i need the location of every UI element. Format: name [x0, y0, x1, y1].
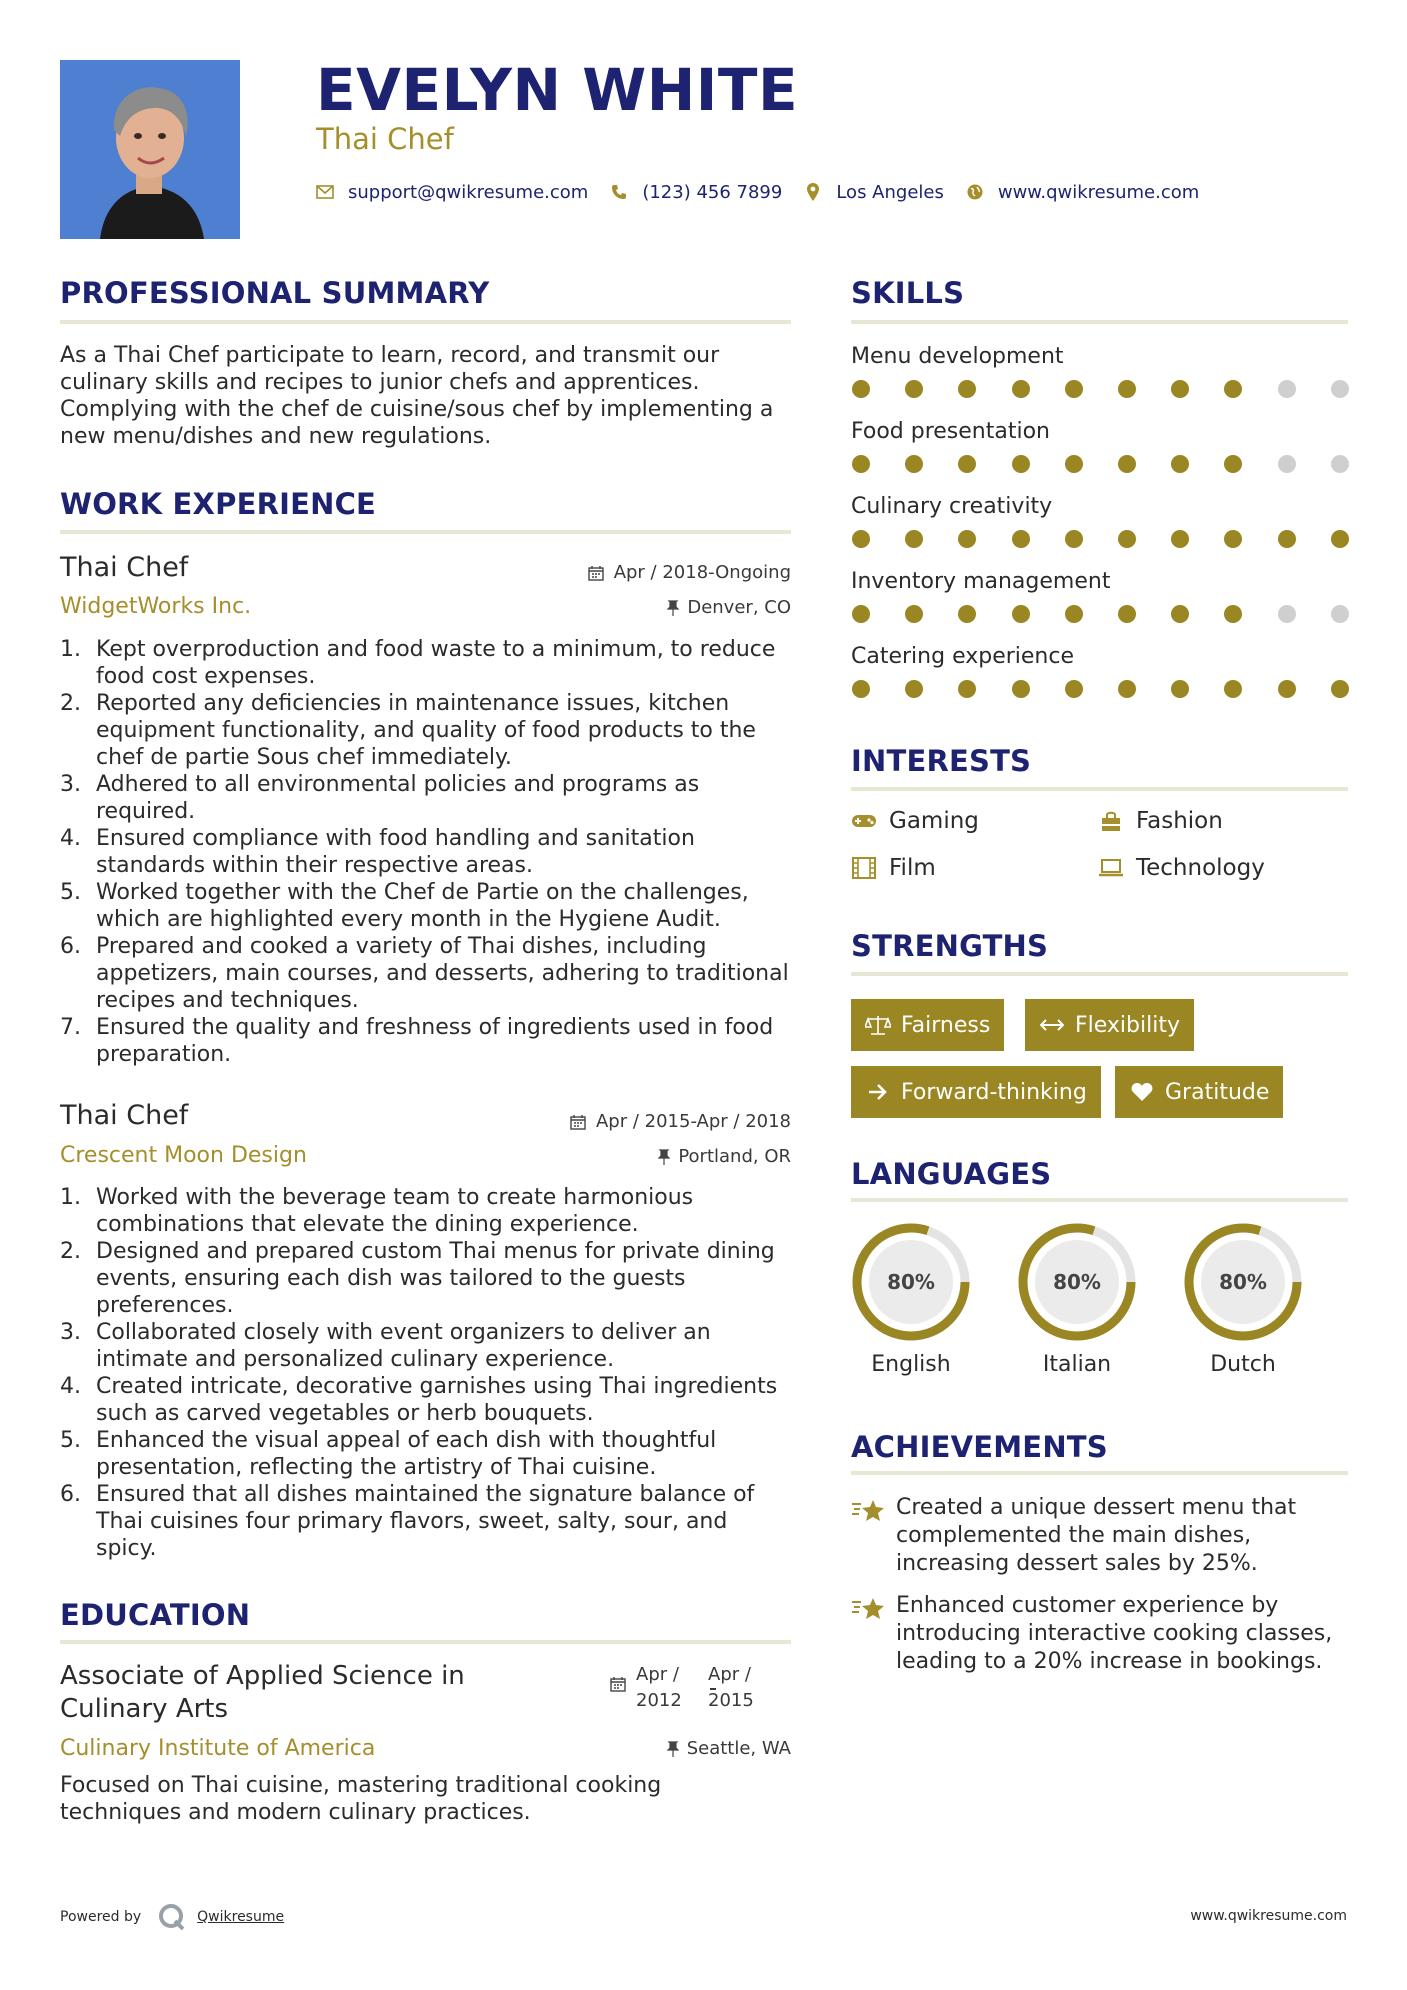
shopping-bag-icon [1098, 810, 1124, 832]
skill-label: Inventory management [851, 569, 1111, 594]
film-icon [851, 857, 877, 879]
list-item: 2. Designed and prepared custom Thai menus for private dining events, ensuring each dish was tailored to the guests preferences. [60, 1239, 775, 1318]
job-responsibilities [60, 636, 793, 1068]
skill-dot [905, 680, 923, 698]
contact-website[interactable]: www.qwikresume.com [997, 181, 1200, 203]
job-dates-text: Apr / 2015-Apr / 2018 [595, 1111, 791, 1132]
skill-rating [852, 380, 1384, 398]
skill-dot [1224, 380, 1242, 398]
skill-dot [1278, 380, 1296, 398]
education-location-text: Seattle, WA [686, 1738, 791, 1759]
skill-dot [958, 455, 976, 473]
candidate-name: EVELYN WHITE [316, 56, 799, 124]
strength-tag: Gratitude [1115, 1066, 1283, 1118]
skill-dot [905, 530, 923, 548]
language-item [1015, 1220, 1139, 1377]
skill-dot [852, 605, 870, 623]
job-company: Crescent Moon Design [60, 1143, 307, 1168]
calendar-icon [570, 1114, 586, 1130]
calendar-icon [610, 1676, 626, 1696]
skill-dot [1278, 680, 1296, 698]
language-item [1181, 1220, 1305, 1377]
job-dates [588, 562, 791, 583]
languages-divider [851, 1198, 1348, 1202]
summary-text: As a Thai Chef participate to learn, record, and transmit our culinary skills and recipes to junior chefs and apprentices. Complying with the chef de cuisine/sous chef by implementing a new menu/dishes and new regulations. [60, 343, 774, 449]
contact-bar [316, 178, 1221, 206]
job-location-text: Portland, OR [678, 1146, 791, 1167]
phone-icon [610, 183, 628, 201]
skill-dot [1065, 530, 1083, 548]
job-title: Thai Chef [60, 1100, 189, 1131]
gamepad-icon [851, 810, 877, 832]
skill-dot [1331, 530, 1349, 548]
contact-email[interactable]: support@qwikresume.com [348, 181, 589, 203]
skill-dot [1065, 380, 1083, 398]
skill-dot [1171, 530, 1189, 548]
candidate-title: Thai Chef [316, 122, 454, 156]
envelope-icon [316, 183, 334, 201]
list-item: 4. Created intricate, decorative garnishes using Thai ingredients such as carved vegetables or herb bouquets. [60, 1374, 778, 1426]
skill-dot [958, 380, 976, 398]
skill-dot [1118, 530, 1136, 548]
skill-dot [1224, 455, 1242, 473]
summary-heading: PROFESSIONAL SUMMARY [60, 276, 490, 310]
pushpin-icon [658, 1149, 670, 1165]
skill-dot [958, 680, 976, 698]
skill-dot [1118, 680, 1136, 698]
job-location [658, 1146, 791, 1167]
skill-dot [1331, 605, 1349, 623]
skill-rating [852, 530, 1384, 548]
skill-label: Catering experience [851, 644, 1074, 669]
education-start: Apr / 2012 [636, 1664, 682, 1711]
skill-label: Culinary creativity [851, 494, 1053, 519]
contact-phone[interactable]: (123) 456 7899 [642, 181, 783, 203]
experience-heading: WORK EXPERIENCE [60, 487, 377, 521]
strengths-heading: STRENGTHS [851, 929, 1049, 963]
skill-rating [852, 605, 1384, 623]
gauge-label: 80% [1219, 1270, 1267, 1294]
list-item: 1. Kept overproduction and food waste to a minimum, to reduce food cost expenses. [60, 637, 776, 689]
skill-dot [905, 455, 923, 473]
heart-icon [1129, 1081, 1155, 1103]
skill-dot [958, 605, 976, 623]
interests-divider [851, 787, 1348, 791]
pushpin-icon [667, 600, 679, 616]
languages-heading: LANGUAGES [851, 1157, 1052, 1191]
skill-rating [852, 455, 1384, 473]
skill-dot [958, 530, 976, 548]
gauge-label: 80% [887, 1270, 935, 1294]
skill-dot [1118, 380, 1136, 398]
skill-label: Menu development [851, 344, 1064, 369]
education-divider [60, 1640, 791, 1644]
education-heading: EDUCATION [60, 1598, 251, 1632]
date-separator [710, 1688, 716, 1690]
education-description: Focused on Thai cuisine, mastering traditional cooking techniques and modern culinary practices. [60, 1773, 662, 1825]
list-item: 6. Prepared and cooked a variety of Thai dishes, including appetizers, main courses, and desserts, adhering to traditional recipes and techniques. [60, 934, 789, 1013]
footer-website[interactable]: www.qwikresume.com [1190, 1908, 1347, 1924]
map-marker-icon [804, 183, 822, 201]
education-end: Apr / 2015 [708, 1664, 754, 1711]
language-item [849, 1220, 973, 1377]
arrows-horizontal-icon [1039, 1014, 1065, 1036]
globe-icon [966, 183, 984, 201]
gauge-label: 80% [1053, 1270, 1101, 1294]
strength-tag: Fairness [851, 999, 1004, 1051]
skill-dot [1224, 530, 1242, 548]
skill-dot [1278, 455, 1296, 473]
footer-powered-by: Powered by Qwikresume [60, 1902, 284, 1932]
skill-dot [905, 380, 923, 398]
skill-dot [852, 455, 870, 473]
language-gauge [1181, 1220, 1305, 1344]
skill-dot [1012, 380, 1030, 398]
calendar-icon [588, 565, 604, 581]
list-item: 1. Worked with the beverage team to create harmonious combinations that elevate the dining experience. [60, 1185, 694, 1237]
interests-heading: INTERESTS [851, 744, 1032, 778]
experience-divider [60, 530, 791, 534]
degree-title [60, 1660, 465, 1726]
interest-fashion: Fashion [1098, 808, 1223, 834]
skill-dot [905, 605, 923, 623]
degree-line-2: Culinary Arts [60, 1694, 229, 1724]
skill-dot [1278, 605, 1296, 623]
pushpin-icon [667, 1741, 679, 1757]
achievement-item: Enhanced customer experience by introducing interactive cooking classes, leading to a 20% increase in bookings. [896, 1593, 1333, 1674]
language-name: Dutch [1210, 1352, 1276, 1377]
skill-dot [852, 680, 870, 698]
school-name: Culinary Institute of America [60, 1736, 376, 1761]
achievement-item: Created a unique dessert menu that complemented the main dishes, increasing dessert sales by 25%. [896, 1495, 1297, 1576]
job-location-text: Denver, CO [687, 597, 791, 618]
skill-dot [1012, 680, 1030, 698]
interest-gaming: Gaming [851, 808, 979, 834]
skill-dot [852, 530, 870, 548]
list-item: 3. Adhered to all environmental policies and programs as required. [60, 772, 700, 824]
job-title: Thai Chef [60, 552, 189, 583]
shooting-star-icon [851, 1496, 887, 1526]
skill-dot [1224, 680, 1242, 698]
skill-dot [1331, 680, 1349, 698]
strengths-divider [851, 972, 1348, 976]
skill-dot [1331, 380, 1349, 398]
summary-divider [60, 320, 791, 324]
education-location [667, 1738, 791, 1759]
skill-dot [1171, 455, 1189, 473]
job-responsibilities [60, 1184, 793, 1562]
skill-dot [1331, 455, 1349, 473]
skill-dot [1171, 605, 1189, 623]
list-item: 5. Worked together with the Chef de Partie on the challenges, which are highlighted every month in the Hygiene Audit. [60, 880, 749, 932]
skill-dot [1012, 455, 1030, 473]
skill-label: Food presentation [851, 419, 1050, 444]
job-company: WidgetWorks Inc. [60, 594, 252, 619]
interest-film: Film [851, 855, 936, 881]
shooting-star-icon [851, 1594, 887, 1624]
language-gauge [1015, 1220, 1139, 1344]
achievements-divider [851, 1471, 1348, 1475]
balance-scale-icon [865, 1014, 891, 1036]
interest-technology: Technology [1098, 855, 1265, 881]
skill-dot [1012, 530, 1030, 548]
arrow-right-icon [865, 1081, 891, 1103]
job-location [667, 597, 791, 618]
list-item: 4. Ensured compliance with food handling and sanitation standards within their respective areas. [60, 826, 695, 878]
skill-dot [1065, 605, 1083, 623]
laptop-icon [1098, 857, 1124, 879]
skill-dot [1224, 605, 1242, 623]
profile-photo [60, 60, 240, 239]
achievements-heading: ACHIEVEMENTS [851, 1430, 1108, 1464]
skill-dot [1065, 455, 1083, 473]
qwikresume-logo-icon [157, 1902, 187, 1932]
skill-dot [1118, 455, 1136, 473]
list-item: 3. Collaborated closely with event organizers to deliver an intimate and personalized culinary experience. [60, 1320, 711, 1372]
list-item: 6. Ensured that all dishes maintained the signature balance of Thai cuisines four primary flavors, sweet, salty, sour, and spicy. [60, 1482, 755, 1561]
skill-dot [1171, 380, 1189, 398]
skills-divider [851, 320, 1348, 324]
job-dates [570, 1111, 791, 1132]
skill-dot [1012, 605, 1030, 623]
strength-tag: Flexibility [1025, 999, 1194, 1051]
job-dates-text: Apr / 2018-Ongoing [613, 562, 791, 583]
skill-dot [852, 380, 870, 398]
language-name: Italian [1042, 1352, 1112, 1377]
list-item: 7. Ensured the quality and freshness of ingredients used in food preparation. [60, 1015, 774, 1067]
skill-dot [1278, 530, 1296, 548]
list-item: 2. Reported any deficiencies in maintenance issues, kitchen equipment functionality, and quality of food products to the chef de partie Sous chef immediately. [60, 691, 756, 770]
list-item: 5. Enhanced the visual appeal of each dish with thoughtful presentation, reflecting the artistry of Thai cuisine. [60, 1428, 717, 1480]
qwikresume-link[interactable]: Qwikresume [197, 1909, 285, 1925]
strength-tag: Forward-thinking [851, 1066, 1101, 1118]
language-name: English [871, 1352, 951, 1377]
degree-line-1: Associate of Applied Science in [60, 1661, 465, 1691]
contact-location: Los Angeles [836, 181, 944, 203]
skills-heading: SKILLS [851, 276, 965, 310]
skill-dot [1118, 605, 1136, 623]
skill-rating [852, 680, 1384, 698]
skill-dot [1065, 680, 1083, 698]
language-gauge [849, 1220, 973, 1344]
skill-dot [1171, 680, 1189, 698]
